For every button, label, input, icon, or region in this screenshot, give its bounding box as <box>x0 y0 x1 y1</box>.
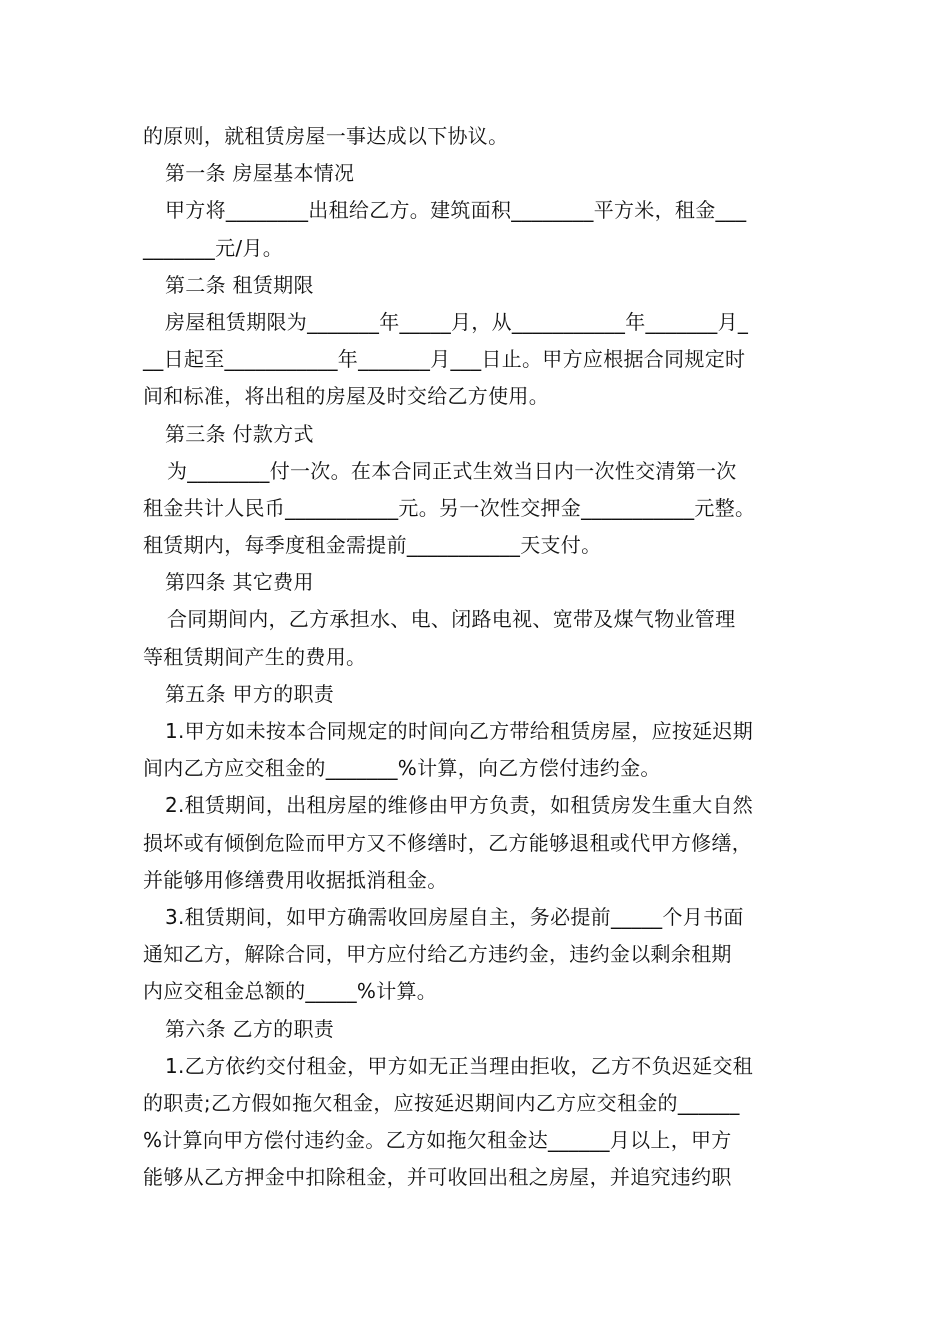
text-line: 2.租赁期间，出租房屋的维修由甲方负责，如租赁房发生重大自然 <box>165 793 754 818</box>
article-heading-5: 第五条 甲方的职责 <box>165 681 335 706</box>
article-heading-2: 第二条 租赁期限 <box>165 272 314 297</box>
contract-body <box>143 118 823 1196</box>
text-line: 租赁期内，每季度租金需提前___________天支付。 <box>143 533 602 558</box>
text-line: 的原则，就租赁房屋一事达成以下协议。 <box>143 124 509 148</box>
text-line: 合同期间内，乙方承担水、电、闭路电视、宽带及煤气物业管理 <box>167 607 736 632</box>
text-line: 等租赁期间产生的费用。 <box>143 644 367 669</box>
text-line: _______元/月。 <box>143 235 284 260</box>
text-line: 房屋租赁期限为_______年_____月，从___________年_______月_ <box>165 309 749 334</box>
text-line: 并能够用修缮费用收据抵消租金。 <box>143 867 448 892</box>
text-line: 内应交租金总额的_____%计算。 <box>143 979 438 1004</box>
article-heading-3: 第三条 付款方式 <box>165 421 314 446</box>
article-heading-1: 第一条 房屋基本情况 <box>165 161 355 186</box>
text-line: 间内乙方应交租金的_______%计算，向乙方偿付违约金。 <box>143 756 661 781</box>
text-line: __日起至___________年_______月___日止。甲方应根据合同规定时 <box>143 347 746 372</box>
text-line: 的职责;乙方假如拖欠租金，应按延迟期间内乙方应交租金的______ <box>143 1090 740 1115</box>
article-heading-6: 第六条 乙方的职责 <box>165 1016 335 1041</box>
text-line: 能够从乙方押金中扣除租金，并可收回出租之房屋，并追究违约职 <box>143 1165 732 1190</box>
text-line: 间和标准，将出租的房屋及时交给乙方使用。 <box>143 384 549 409</box>
text-line: 1.乙方依约交付租金，甲方如无正当理由拒收，乙方不负迟延交租 <box>165 1053 754 1078</box>
text-line: 为________付一次。在本合同正式生效当日内一次性交清第一次 <box>167 458 737 483</box>
text-line: 租金共计人民币___________元。另一次性交押金___________元整。 <box>143 495 756 520</box>
text-line: 1.甲方如未按本合同规定的时间向乙方带给租赁房屋，应按延迟期 <box>165 719 754 743</box>
text-line: 通知乙方，解除合同，甲方应付给乙方违约金，违约金以剩余租期 <box>143 942 732 967</box>
text-line: 甲方将________出租给乙方。建筑面积________平方米，租金___ <box>165 198 747 223</box>
text-line: %计算向甲方偿付违约金。乙方如拖欠租金达______月以上，甲方 <box>143 1128 732 1153</box>
text-line: 损坏或有倾倒危险而甲方又不修缮时，乙方能够退租或代甲方修缮， <box>143 830 752 855</box>
article-heading-4: 第四条 其它费用 <box>165 570 314 595</box>
text-line: 3.租赁期间，如甲方确需收回房屋自主，务必提前_____个月书面 <box>165 904 744 929</box>
